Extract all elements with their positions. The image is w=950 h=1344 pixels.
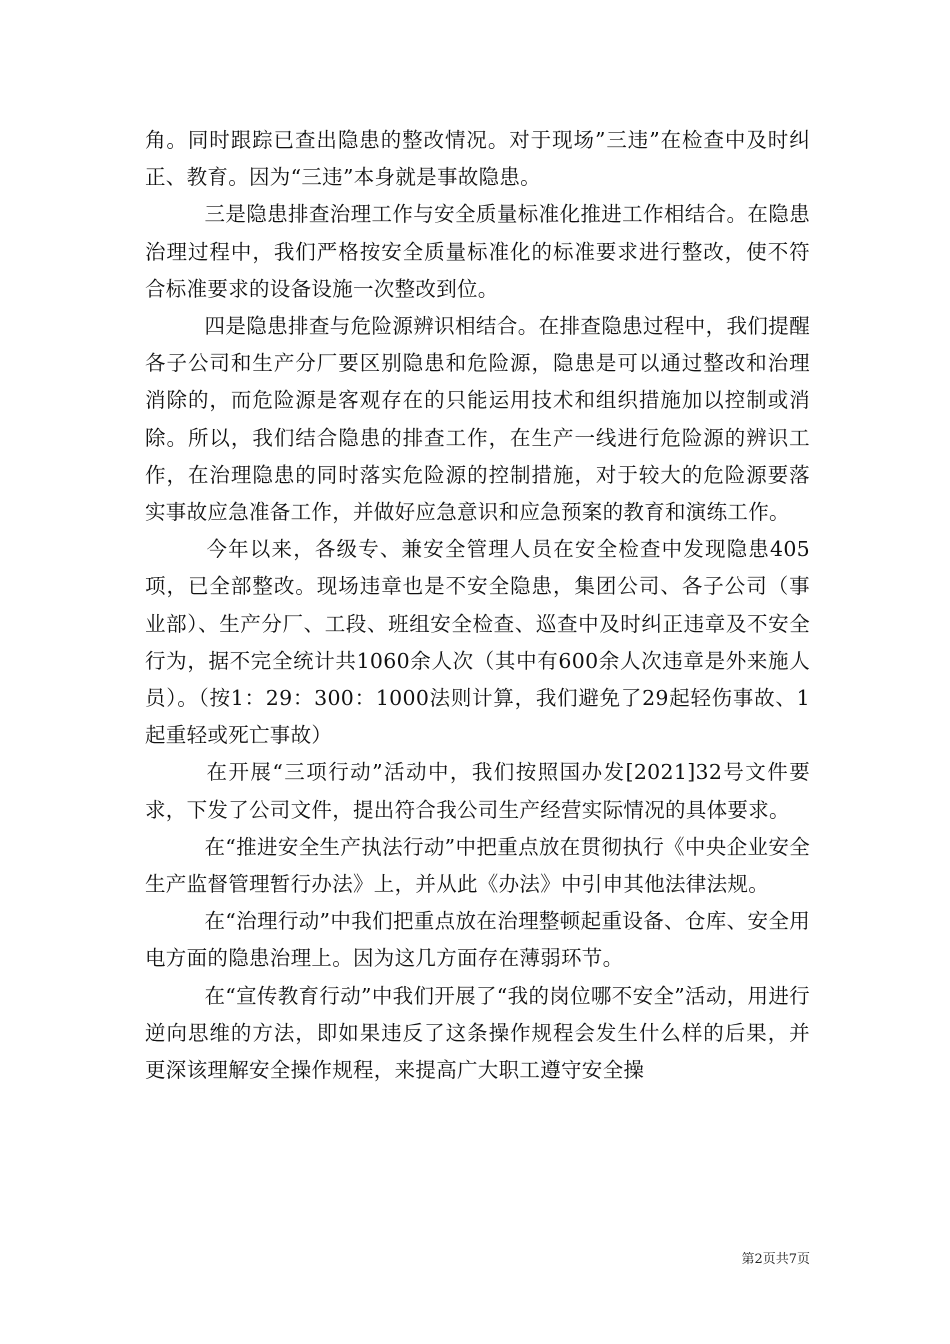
paragraph-8: 在“宣传教育行动”中我们开展了“我的岗位哪不安全”活动，用进行逆向思维的方法，即如果违反了这条操作规程会发生什么样的后果，并更深该理解安全操作规程，来提高广大职工遵守安全操: [145, 983, 810, 1083]
document-body: [145, 122, 810, 1089]
paragraph-7: 在“治理行动”中我们把重点放在治理整顿起重设备、仓库、安全用电方面的隐患治理上。因为这几方面存在薄弱环节。: [145, 909, 810, 971]
paragraph-3: 四是隐患排查与危险源辨识相结合。在排查隐患过程中，我们提醒各子公司和生产分厂要区别隐患和危险源，隐患是可以通过整改和治理消除的，而危险源是客观存在的只能运用技术和组织措施加以控制或消除。所以，我们结合隐患的排查工作，在生产一线进行危险源的辨识工作，在治理隐患的同时落实危险源的控制措施，对于较大的危险源要落实事故应急准备工作，并做好应急意识和应急预案的教育和演练工作。: [145, 314, 810, 525]
paragraph-6: 在“推进安全生产执法行动”中把重点放在贯彻执行《中央企业安全生产监督管理暂行办法》上，并从此《办法》中引申其他法律法规。: [145, 834, 810, 897]
paragraph-1: 角。同时跟踪已查出隐患的整改情况。对于现场”三违”在检查中及时纠正、教育。因为“三违”本身就是事故隐患。: [145, 128, 810, 190]
paragraph-2: 三是隐患排查治理工作与安全质量标准化推进工作相结合。在隐患治理过程中，我们严格按安全质量标准化的标准要求进行整改，使不符合标准要求的设备设施一次整改到位。: [145, 202, 810, 301]
paragraph-5: 在开展“三项行动”活动中，我们按照国办发[2021]32号文件要求，下发了公司文件，提出符合我公司生产经营实际情况的具体要求。: [145, 760, 810, 822]
page-number-footer: 第2页共7页: [741, 1252, 810, 1267]
paragraph-4: 今年以来，各级专、兼安全管理人员在安全检查中发现隐患405项，已全部整改。现场违章也是不安全隐患，集团公司、各子公司（事业部）、生产分厂、工段、班组安全检查、巡查中及时纠正违章及不安全行为，据不完全统计共1060余人次（其中有600余人次违章是外来施人员）。（按1：29：300：1000法则计算，我们避免了29起轻伤事故、1起重轻或死亡事故）: [145, 537, 810, 748]
